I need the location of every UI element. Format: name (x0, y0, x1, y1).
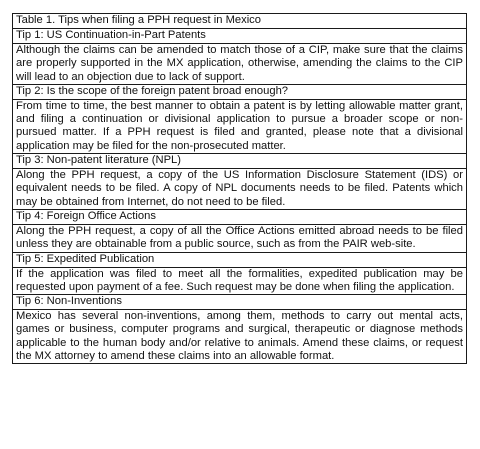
tip-6-title: Tip 6: Non-Inventions (13, 295, 467, 310)
tip-1-title: Tip 1: US Continuation-in-Part Patents (13, 29, 467, 44)
tip-3-title: Tip 3: Non-patent literature (NPL) (13, 154, 467, 169)
tip-5-body: If the application was filed to meet all the formalities, expedited publication may be requested upon payment of a fee. Such request may be done when filing the application. (13, 267, 467, 295)
tip-6-title-row (13, 295, 467, 310)
tip-4-title: Tip 4: Foreign Office Actions (13, 209, 467, 224)
tip-1-body: Although the claims can be amended to match those of a CIP, make sure that the claims are properly supported in the MX application, otherwise, amending the claims to the CIP will lead to an objection due to lack of support. (13, 44, 467, 85)
tip-4-title-row (13, 209, 467, 224)
tip-5-title-row (13, 252, 467, 267)
tip-2-body-row (13, 99, 467, 153)
tip-3-body-row (13, 169, 467, 210)
tip-2-title: Tip 2: Is the scope of the foreign patent broad enough? (13, 84, 467, 99)
tip-4-body: Along the PPH request, a copy of all the Office Actions emitted abroad needs to be filed unless they are obtainable from a public source, such as from the PAIR web-site. (13, 224, 467, 252)
tip-5-body-row (13, 267, 467, 295)
tip-4-body-row (13, 224, 467, 252)
tip-6-body-row (13, 310, 467, 364)
tip-1-title-row (13, 29, 467, 44)
tip-1-body-row (13, 44, 467, 85)
tip-2-body: From time to time, the best manner to obtain a patent is by letting allowable matter grant, and filing a continuation or divisional application to pursue a broader scope or non-pursued matter. If a PPH request is filed and granted, please note that a divisional application may be filed for the non-prosecuted matter. (13, 99, 467, 153)
tip-3-body: Along the PPH request, a copy of the US Information Disclosure Statement (IDS) or equivalent needs to be filed. A copy of NPL documents needs to be filed. Patents which may be obtained from Internet, do not need to be filed. (13, 169, 467, 210)
table-caption: Table 1. Tips when filing a PPH request in Mexico (13, 14, 467, 29)
tip-3-title-row (13, 154, 467, 169)
tip-2-title-row (13, 84, 467, 99)
tip-6-body: Mexico has several non-inventions, among them, methods to carry out mental acts, games or business, computer programs and surgical, therapeutic or diagnose methods applicable to the human body and/or relative to animals. Amend these claims, or request the MX attorney to amend these claims into an allowable format. (13, 310, 467, 364)
tip-5-title: Tip 5: Expedited Publication (13, 252, 467, 267)
tips-table (12, 13, 467, 364)
table-caption-row (13, 14, 467, 29)
